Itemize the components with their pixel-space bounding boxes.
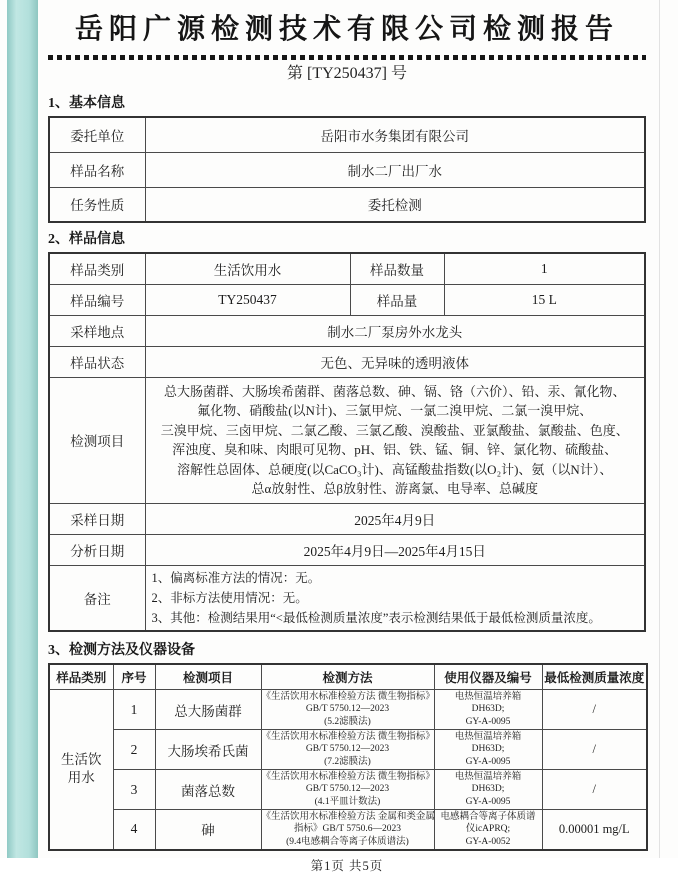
table-row xyxy=(49,284,645,315)
row-method xyxy=(261,690,434,730)
methods-table xyxy=(48,663,648,851)
test-items-line: 总α放射性、总β放射性、游离氯、电导率、总碱度 xyxy=(251,481,538,496)
row-label: 采样地点 xyxy=(49,315,145,346)
sample-type-cell: 生活饮用水 xyxy=(49,690,113,850)
table-row xyxy=(49,534,645,565)
section-methods-heading: 3、检测方法及仪器设备 xyxy=(48,642,195,658)
binding-strip xyxy=(7,0,38,858)
row-no: 4 xyxy=(113,810,155,850)
table-row xyxy=(49,117,645,152)
test-items-line: 浑浊度、臭和味、肉眼可见物、pH、铝、铁、锰、铜、锌、氯化物、硫酸盐、 xyxy=(172,442,618,457)
basic-info-table xyxy=(48,116,646,223)
col-header-limit: 最低检测质量浓度 xyxy=(542,664,647,690)
row-limit: / xyxy=(542,770,647,810)
page-footer: 第1页 共5页 xyxy=(310,858,384,873)
row-no: 2 xyxy=(113,730,155,770)
col-header-no: 序号 xyxy=(113,664,155,690)
section-basic-info-heading: 1、基本信息 xyxy=(48,96,125,111)
report-title: 岳阳广源检测技术有限公司检测报告 xyxy=(74,14,619,45)
test-items-line: 总大肠菌群、大肠埃希菌群、菌落总数、砷、镉、铬（六价）、铅、汞、氰化物、 xyxy=(163,383,626,399)
instrument-line: 仪icAPRQ; xyxy=(465,824,511,834)
scan-edge-line xyxy=(659,0,660,858)
doc-number: 第 [TY250437] 号 xyxy=(287,65,407,82)
instrument-line: GY-A-0095 xyxy=(465,796,511,807)
method-line: 《生活饮用水标准检验方法 金属和类金属 xyxy=(261,811,435,822)
row-label: 样品名称 xyxy=(49,152,145,187)
instrument-line: 电热恒温培养箱 xyxy=(454,771,522,782)
row-label: 采样日期 xyxy=(49,503,145,534)
table-row xyxy=(49,315,645,346)
row-value: 无色、无异味的透明液体 xyxy=(145,346,645,377)
table-row xyxy=(49,346,645,377)
instrument-line: GY-A-0052 xyxy=(465,836,511,847)
row-value: TY250437 xyxy=(145,284,350,315)
row-value: 生活饮用水 xyxy=(145,253,350,284)
row-method xyxy=(261,730,434,770)
row-limit: / xyxy=(542,690,647,730)
remark-line: 2、非标方法使用情况：无。 xyxy=(151,590,308,605)
instrument-line: 电热恒温培养箱 xyxy=(454,691,522,702)
method-line: GB/T 5750.12—2023 xyxy=(305,784,390,795)
row-item: 菌落总数 xyxy=(155,770,261,810)
method-line: GB/T 5750.12—2023 xyxy=(305,744,390,755)
row-label: 样品数量 xyxy=(350,253,444,284)
test-items-line: 溶解性总固体、总硬度(以CaCO₃计)、高锰酸盐指数(以O₂计)、氨（以N计）、 xyxy=(177,461,613,477)
row-value: 委托检测 xyxy=(145,187,645,222)
table-row xyxy=(49,503,645,534)
test-items-line: 氟化物、硝酸盐(以N计)、三氯甲烷、一氯二溴甲烷、二氯一溴甲烷、 xyxy=(197,403,593,418)
row-label: 样品编号 xyxy=(49,284,145,315)
table-header-row xyxy=(49,664,647,690)
method-line: (5.2滤膜法) xyxy=(324,716,371,727)
row-value: 15 L xyxy=(444,284,645,315)
table-row xyxy=(49,730,647,770)
row-label: 任务性质 xyxy=(49,187,145,222)
instrument-line: DH63D; xyxy=(471,784,505,795)
row-instrument xyxy=(434,770,542,810)
row-label: 备注 xyxy=(49,565,145,631)
table-row xyxy=(49,187,645,222)
row-label: 分析日期 xyxy=(49,534,145,565)
table-row xyxy=(49,810,647,850)
method-line: 《生活饮用水标准检验方法 微生物指标》 xyxy=(261,771,435,782)
table-row-test-items xyxy=(49,377,645,503)
row-no: 3 xyxy=(113,770,155,810)
row-value: 2025年4月9日—2025年4月15日 xyxy=(145,534,645,565)
instrument-line: 电感耦合等离子体质谱 xyxy=(440,811,536,822)
method-line: 《生活饮用水标准检验方法 微生物指标》 xyxy=(261,691,435,702)
row-instrument xyxy=(434,810,542,850)
col-header-item: 检测项目 xyxy=(155,664,261,690)
remark-line: 1、偏离标准方法的情况：无。 xyxy=(151,570,321,585)
row-method xyxy=(261,770,434,810)
instrument-line: 电热恒温培养箱 xyxy=(454,731,522,742)
method-line: 指标》GB/T 5750.6—2023 xyxy=(294,824,401,834)
row-item: 总大肠菌群 xyxy=(155,690,261,730)
row-value: 制水二厂出厂水 xyxy=(145,152,645,187)
row-item: 砷 xyxy=(155,810,261,850)
row-label: 检测项目 xyxy=(49,377,145,503)
table-row xyxy=(49,770,647,810)
report-content xyxy=(48,0,646,874)
row-limit: / xyxy=(542,730,647,770)
table-row-remark xyxy=(49,565,645,631)
test-items-list xyxy=(145,377,645,503)
method-line: (9.4电感耦合等离子体质谱法) xyxy=(286,836,409,847)
row-value: 制水二厂泵房外水龙头 xyxy=(145,315,645,346)
row-item: 大肠埃希氏菌 xyxy=(155,730,261,770)
table-row xyxy=(49,690,647,730)
instrument-line: DH63D; xyxy=(471,704,505,715)
table-row xyxy=(49,253,645,284)
method-line: 《生活饮用水标准检验方法 微生物指标》 xyxy=(261,731,435,742)
row-value: 2025年4月9日 xyxy=(145,503,645,534)
row-label: 委托单位 xyxy=(49,117,145,152)
title-divider-dotted xyxy=(48,55,646,60)
remark-line: 3、其他：检测结果用“<最低检测质量浓度”表示检测结果低于最低检测质量浓度。 xyxy=(151,610,601,625)
row-label: 样品量 xyxy=(350,284,444,315)
row-method xyxy=(261,810,434,850)
row-limit: 0.00001 mg/L xyxy=(542,810,647,850)
table-row xyxy=(49,152,645,187)
row-label: 样品状态 xyxy=(49,346,145,377)
instrument-line: DH63D; xyxy=(471,744,505,755)
row-no: 1 xyxy=(113,690,155,730)
col-header-method: 检测方法 xyxy=(261,664,434,690)
method-line: (7.2滤膜法) xyxy=(324,756,371,767)
col-header-sample-type: 样品类别 xyxy=(49,664,113,690)
remark-text xyxy=(145,565,645,631)
sample-info-table xyxy=(48,252,646,632)
col-header-instrument: 使用仪器及编号 xyxy=(434,664,542,690)
test-items-line: 三溴甲烷、三卤甲烷、二氯乙酸、三氯乙酸、溴酸盐、亚氯酸盐、氯酸盐、色度、 xyxy=(160,422,629,438)
method-line: GB/T 5750.12—2023 xyxy=(305,704,390,715)
instrument-line: GY-A-0095 xyxy=(465,716,511,727)
section-sample-info-heading: 2、样品信息 xyxy=(48,232,125,247)
row-instrument xyxy=(434,730,542,770)
row-label: 样品类别 xyxy=(49,253,145,284)
instrument-line: GY-A-0095 xyxy=(465,756,511,767)
method-line: (4.1平皿计数法) xyxy=(314,796,381,807)
row-value: 岳阳市水务集团有限公司 xyxy=(145,117,645,152)
row-instrument xyxy=(434,690,542,730)
row-value: 1 xyxy=(444,253,645,284)
